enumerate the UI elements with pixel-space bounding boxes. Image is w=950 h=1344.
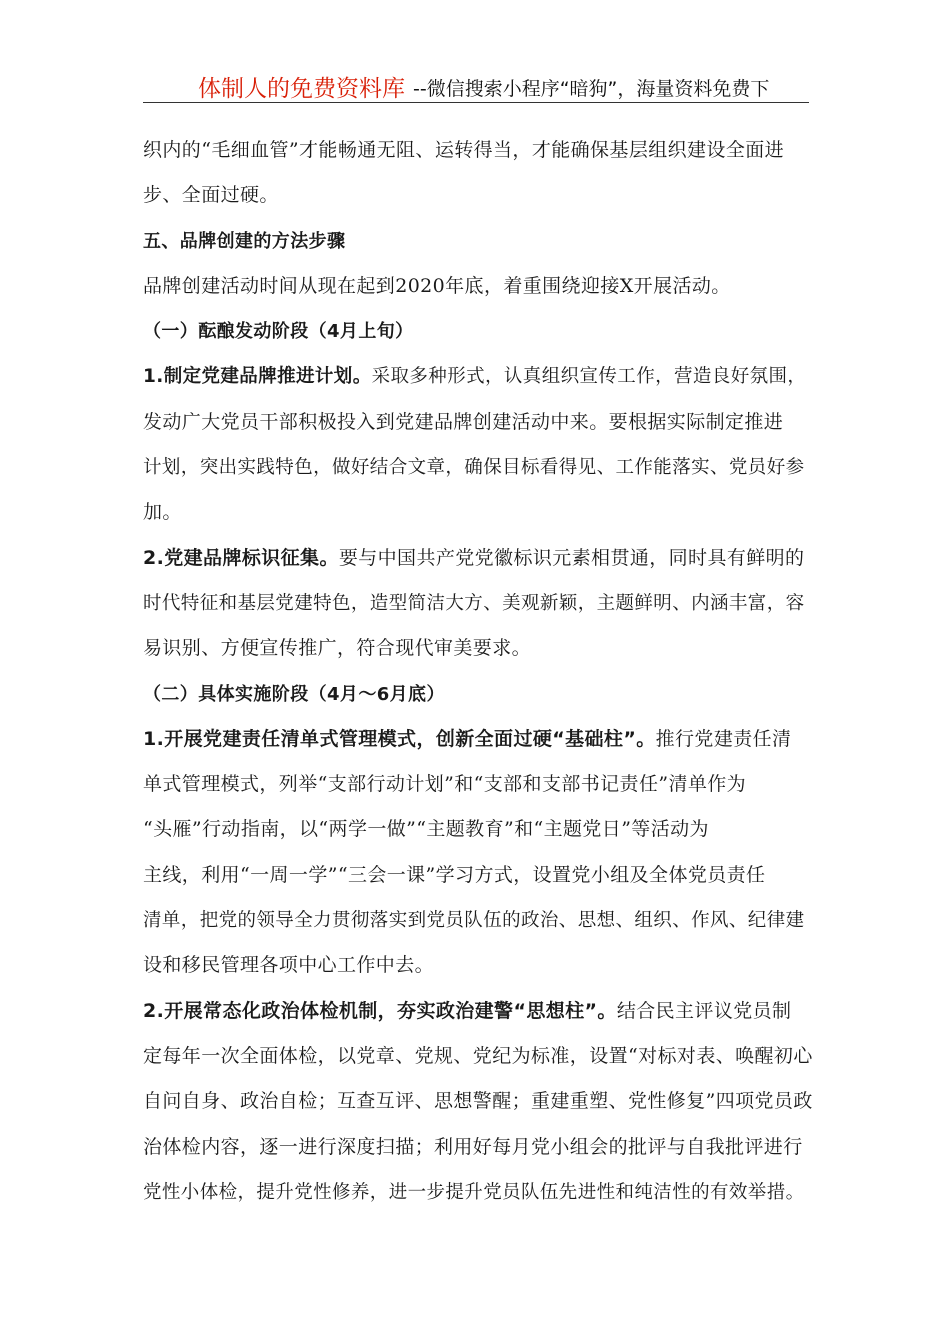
body-line: 1.开展党建责任清单式管理模式，创新全面过硬“基础柱”。推行党建责任清 (143, 727, 792, 750)
body-line: 织内的“毛细血管”才能畅通无阻、运转得当，才能确保基层组织建设全面进 (143, 139, 785, 161)
body-line: 设和移民管理各项中心工作中去。 (143, 954, 435, 977)
body-line: 党性小体检，提升党性修养，进一步提升党员队伍先进性和纯洁性的有效举措。 (143, 1181, 805, 1203)
document-body (143, 128, 821, 1215)
item-title: 2.党建品牌标识征集。 (143, 546, 339, 569)
body-line: 加。 (143, 501, 182, 524)
item-title: 2.开展常态化政治体检机制，夯实政治建警“思想柱”。 (143, 999, 617, 1022)
subsection-heading: （一）酝酿发动阶段（4月上旬） (143, 321, 414, 343)
body-line: 步、全面过硬。 (143, 184, 279, 207)
body-line: 易识别、方便宣传推广，符合现代审美要求。 (143, 637, 532, 660)
body-line: 清单，把党的领导全力贯彻落实到党员队伍的政治、思想、组织、作风、纪律建 (143, 910, 805, 932)
body-line: 定每年一次全面体检，以党章、党规、党纪为标准，设置“对标对表、唤醒初心 (143, 1044, 813, 1067)
body-line: 自问自身、政治自检；互查互评、思想警醒；重建重塑、党性修复”四项党员政 (143, 1090, 813, 1113)
body-line: 1.制定党建品牌推进计划。采取多种形式，认真组织宣传工作，营造良好氛围， (143, 366, 807, 388)
item-title: 1.制定党建品牌推进计划。 (143, 366, 372, 388)
body-line: 2.党建品牌标识征集。要与中国共产党党徽标识元素相贯通，同时具有鲜明的 (143, 546, 805, 569)
section-heading: 五、品牌创建的方法步骤 (143, 230, 346, 252)
body-line: 时代特征和基层党建特色，造型简洁大方、美观新颖，主题鲜明、内涵丰富，容 (143, 592, 805, 614)
body-line: “头雁”行动指南，以“两学一做”“主题教育”和“主题党日”等活动为 (143, 818, 709, 841)
body-line: 发动广大党员干部积极投入到党建品牌创建活动中来。要根据实际制定推进 (143, 410, 784, 433)
subsection-heading: （二）具体实施阶段（4月～6月底） (143, 683, 445, 705)
page-header (143, 66, 809, 103)
header-brand: 体制人的免费资料库 (198, 76, 405, 102)
body-line: 主线，利用“一周一学”“三会一课”学习方式，设置党小组及全体党员责任 (143, 863, 766, 886)
body-line: 2.开展常态化政治体检机制，夯实政治建警“思想柱”。结合民主评议党员制 (143, 999, 792, 1022)
body-line: 单式管理模式，列举“支部行动计划”和“支部和支部书记责任”清单作为 (143, 773, 747, 796)
item-title: 1.开展党建责任清单式管理模式，创新全面过硬“基础柱”。 (143, 727, 656, 750)
body-line: 计划，突出实践特色，做好结合文章，确保目标看得见、工作能落实、党员好参 (143, 457, 805, 479)
body-line: 品牌创建活动时间从现在起到2020年底，着重围绕迎接X开展活动。 (143, 274, 731, 297)
header-tagline: --微信搜索小程序“暗狗”，海量资料免费下 (413, 78, 770, 100)
body-line: 治体检内容，逐一进行深度扫描；利用好每月党小组会的批评与自我批评进行 (143, 1135, 803, 1158)
